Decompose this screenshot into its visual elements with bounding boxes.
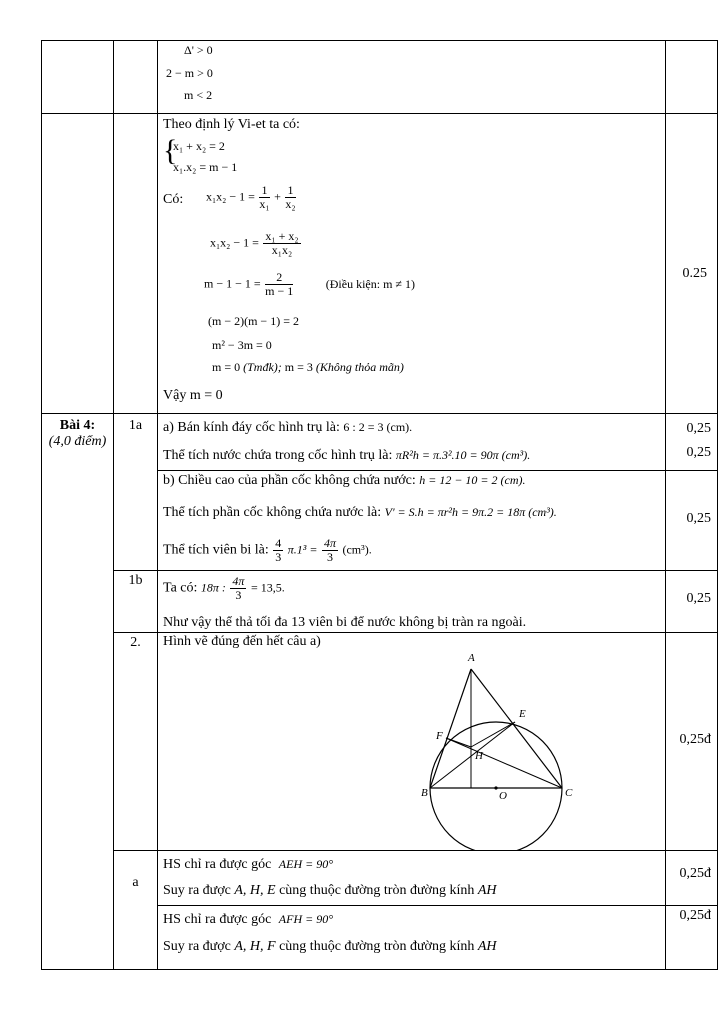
equation-6: m = 0 (Tmđk); m = 3 (Không thỏa mãn) [212,360,404,374]
table-row [42,571,718,633]
altitude-be [430,722,515,788]
label-a: A [468,652,475,664]
score: 0,25 [686,445,711,460]
table-row [42,414,718,471]
part-number: 2. [130,635,141,650]
vieta-system [163,134,283,178]
empty-volume-line: Thể tích phần cốc không chứa nước là: V' = S.h = πr²h = 9π.2 = 18π (cm³). [163,505,557,520]
circle-afh-line: Suy ra được A, H, F cùng thuộc đường tròn đường kính AH [163,939,497,954]
ratio-line: Ta có: 18π : $\frac{4\pi}{3}$ = 13,5. [163,574,285,602]
ball-volume-line: Thể tích viên bi là: $\frac{4}{3}$ π.1³ = $\frac{4\pi}{3}$ (cm³). [163,536,372,564]
bai4-label: Bài 4: [59,418,96,433]
score: 0,25đ [679,866,711,881]
co-label: Có: [163,192,184,207]
cylinder-volume-line: Thể tích nước chứa trong cốc hình trụ là: πR²h = π.3².10 = 90π (cm³). [163,448,531,463]
angle-aeh-line: HS chỉ ra được góc AEH = 90° [163,857,334,872]
center-point [494,786,497,789]
part-number: 1a [128,418,143,433]
brace-symbol: { [163,134,178,167]
height-line: b) Chiều cao của phần cốc không chứa nước: h = 12 − 10 = 2 (cm). [163,473,526,488]
label-f: F [436,730,443,742]
equation-1: x₁x₂ − 1 = $\frac{1}{\text{x₁}}$ + $\frac{1}{\text{x₂}}$ [206,183,296,211]
equation-3: m − 1 − 1 = $\frac{2}{m - 1}$ (Điều kiện: m ≠ 1) [204,270,415,298]
table-row [42,633,718,851]
part-number: a [132,875,139,890]
label-c: C [565,787,573,799]
radius-line: a) Bán kính đáy cốc hình trụ là: 6 : 2 = 3 (cm). [163,420,413,435]
angle-afh-line: HS chỉ ra được góc AFH = 90° [163,912,334,927]
segment-ac [471,669,562,788]
bai4-points: (4,0 điểm) [48,434,107,449]
segment-fh [446,738,471,747]
score: 0,25đ [679,732,711,747]
inequality-1: 2 − m > 0 [166,66,213,80]
equation-2: x₁x₂ − 1 = $\frac{\text{x₁ + x₂}}{\text{x₁x₂}}$ [210,229,299,257]
vieta-intro: Theo định lý Vi-et ta có: [163,117,300,132]
equation-5: m² − 3m = 0 [212,338,272,352]
inequality-2: m < 2 [184,88,213,102]
table-row [42,41,718,114]
conclusion: Vậy m = 0 [163,388,223,403]
condition-note: (Điều kiện: m ≠ 1) [325,276,415,291]
score: 0,25 [686,591,711,606]
figure-caption: Hình vẽ đúng đến hết câu a) [163,634,321,649]
geometry-figure [408,647,588,851]
label-o: O [499,790,507,802]
table-row [42,851,718,970]
system-line-2: x₁.x₂ = m − 1 [173,160,238,174]
part-a-first [158,851,665,906]
altitude-cf [446,738,562,788]
score: 0,25 [686,421,711,436]
score: 0,25đ [679,908,711,923]
label-b: B [421,787,428,799]
conclusion-1b: Như vậy thể thả tối đa 13 viên bi để nước không bị tràn ra ngoài. [163,615,527,630]
part-a-second [158,906,665,969]
part-number: 1b [128,573,143,588]
table-row [42,114,718,414]
circle-aeh-line: Suy ra được A, H, E cùng thuộc đường tròn đường kính AH [163,883,497,898]
label-e: E [519,708,526,720]
equation-4: (m − 2)(m − 1) = 2 [208,314,299,328]
label-h: H [475,750,483,762]
answer-table [41,40,715,968]
delta-condition: Δ' > 0 [184,43,213,57]
segment-ab [430,669,471,788]
score: 0.25 [682,266,707,281]
segment-eh [471,722,515,747]
score: 0,25 [686,511,711,526]
system-line-1: x₁ + x₂ = 2 [173,139,225,153]
